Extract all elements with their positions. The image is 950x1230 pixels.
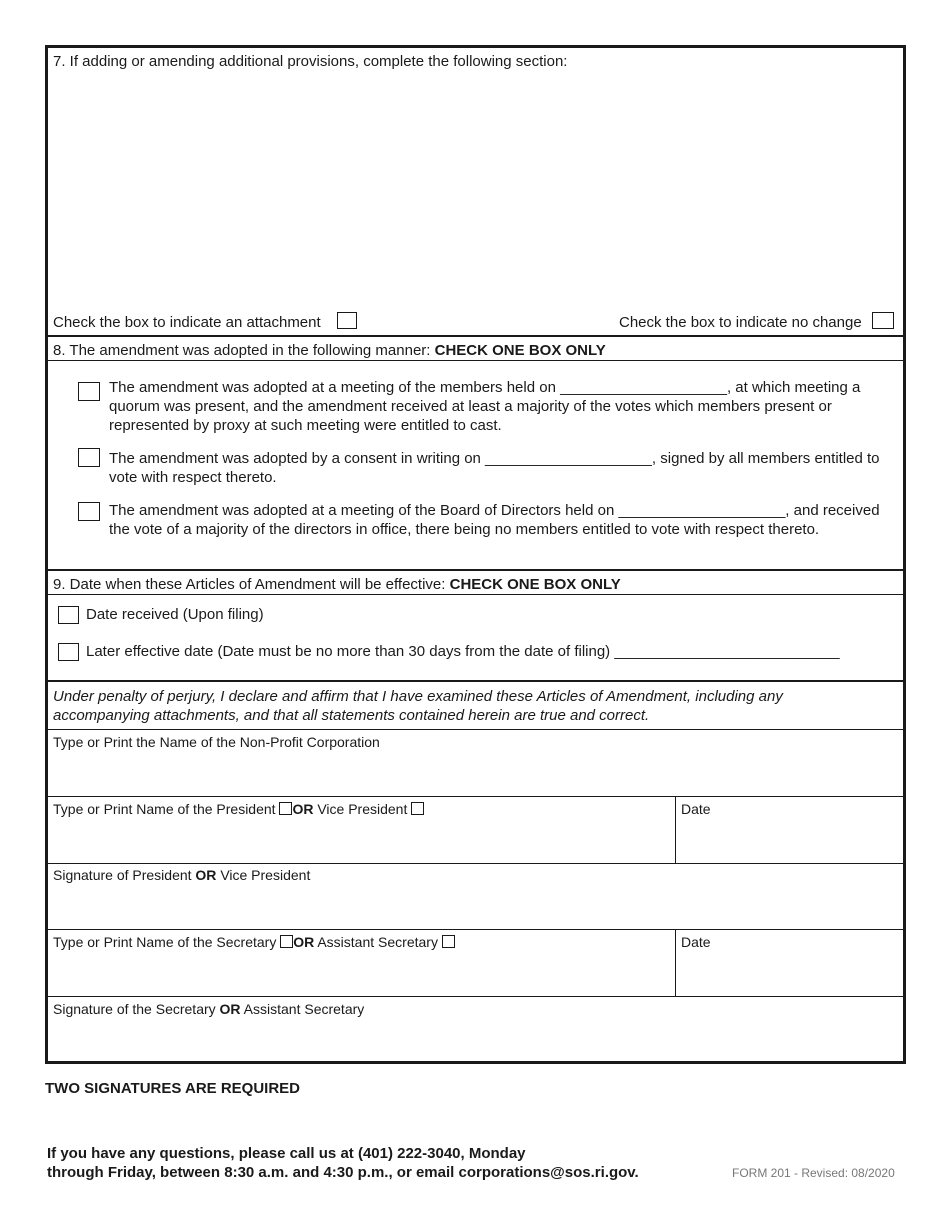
adopted-board-meeting-checkbox[interactable] [78,502,100,521]
secretary-checkbox[interactable] [280,935,293,948]
divider [48,569,903,571]
divider [48,729,903,730]
section9-heading [53,575,621,594]
date-received-label: Date received (Upon filing) [86,606,264,623]
secretary-name-label-text: Type or Print Name of the Secretary [53,934,277,950]
section9-heading-bold: CHECK ONE BOX ONLY [449,576,621,593]
form-revision-id: FORM 201 - Revised: 08/2020 [732,1166,895,1180]
assistant-secretary-checkbox[interactable] [442,935,455,948]
date-label: Date [681,934,711,950]
adopted-members-meeting-text: The amendment was adopted at a meeting of the members held on ____________________, at which meeting a quorum was present, and the amendment received at least a majority of the votes which members present or represented by proxy at such meeting were entitled to cast. [109,379,861,434]
adopted-board-meeting-text: The amendment was adopted at a meeting of the Board of Directors held on ____________________, and received the vote of a majority of the directors in office, there being no members entitled to vote with respect thereto. [109,502,880,538]
adopted-members-meeting-checkbox[interactable] [78,382,100,401]
divider [48,360,903,361]
secretary-signature-label [53,1000,364,1018]
signatures-required-notice: TWO SIGNATURES ARE REQUIRED [45,1080,301,1097]
or-text: OR [292,801,314,817]
secretary-signature-field[interactable] [48,1018,903,1061]
attachment-label: Check the box to indicate an attachment [53,314,321,331]
divider [48,929,903,930]
section7-heading: 7. If adding or amending additional provisions, complete the following section: [53,53,568,70]
secretary-name-label [53,933,455,951]
president-signature-field[interactable] [48,884,903,928]
divider [48,680,903,682]
assistant-secretary-label: Assistant Secretary [243,1001,365,1017]
no-change-checkbox[interactable] [872,312,894,329]
adopted-written-consent-checkbox[interactable] [78,448,100,467]
divider [48,335,903,337]
adopted-written-consent-text: The amendment was adopted by a consent in writing on ____________________, signed by all members entitled to vote with respect thereto. [109,450,880,486]
section9-heading-text: 9. Date when these Articles of Amendment will be effective: [53,576,446,593]
president-name-field[interactable] [48,818,674,862]
contact-info-line1: If you have any questions, please call us at (401) 222-3040, Monday [47,1145,526,1162]
perjury-declaration: Under penalty of perjury, I declare and affirm that I have examined these Articles of Amendment, including any accompanying attachments, and that all statements contained herein are true and correct. [53,688,783,724]
corp-name-field[interactable] [48,751,903,795]
divider [48,863,903,864]
corp-name-label: Type or Print the Name of the Non-Profit Corporation [53,734,380,750]
president-signature-label-text: Signature of President [53,867,192,883]
no-change-label: Check the box to indicate no change [619,314,862,331]
secretary-name-field[interactable] [48,951,674,995]
section8-heading-bold: CHECK ONE BOX ONLY [434,342,606,359]
divider [48,594,903,595]
divider [48,796,903,797]
assistant-secretary-label: Assistant Secretary [317,934,438,950]
vice-president-label: Vice President [317,801,408,817]
later-effective-date-checkbox[interactable] [58,643,79,661]
vice-president-checkbox[interactable] [411,802,424,815]
president-signature-label [53,866,310,884]
section8-heading [53,341,606,360]
later-effective-date-label: Later effective date (Date must be no more than 30 days from the date of filing) ___________________________ [86,643,840,660]
contact-info [47,1144,639,1182]
articles-of-amendment-form [45,45,906,1064]
vice-president-label: Vice President [220,867,311,883]
president-name-label [53,800,424,818]
secretary-signature-label-text: Signature of the Secretary [53,1001,216,1017]
or-text: OR [219,1001,241,1017]
divider [675,929,676,997]
contact-info-line2: through Friday, between 8:30 a.m. and 4:30 p.m., or email corporations@sos.ri.gov. [47,1164,639,1181]
president-name-label-text: Type or Print Name of the President [53,801,276,817]
divider [48,996,903,997]
president-checkbox[interactable] [279,802,292,815]
section8-heading-text: 8. The amendment was adopted in the following manner: [53,342,431,359]
divider [675,796,676,863]
president-date-field[interactable] [677,818,903,862]
attachment-checkbox[interactable] [337,312,357,329]
or-text: OR [293,934,315,950]
date-label: Date [681,801,711,817]
or-text: OR [195,867,217,883]
additional-provisions-area[interactable] [53,68,901,308]
date-received-checkbox[interactable] [58,606,79,624]
secretary-date-field[interactable] [677,951,903,995]
